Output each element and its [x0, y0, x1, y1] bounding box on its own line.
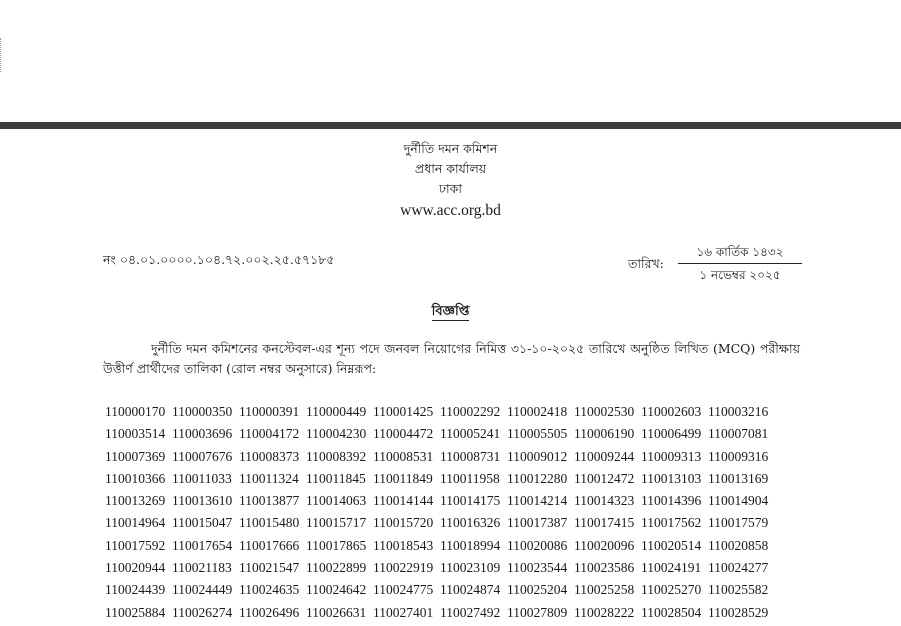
roll-number: 110008373 [239, 448, 300, 464]
roll-number: 110017387 [507, 515, 568, 531]
roll-number: 110025884 [105, 604, 166, 620]
roll-number: 110028222 [574, 604, 635, 620]
roll-number: 110022899 [306, 560, 367, 576]
roll-number: 110014063 [306, 493, 367, 509]
roll-number: 110025204 [507, 582, 568, 598]
roll-number: 110017579 [708, 515, 769, 531]
roll-number: 110015720 [373, 515, 434, 531]
roll-number: 110014964 [105, 515, 166, 531]
roll-number: 110026274 [172, 604, 233, 620]
roll-number: 110014323 [574, 493, 635, 509]
roll-number: 110013610 [172, 493, 233, 509]
roll-number: 110004230 [306, 426, 367, 442]
roll-number: 110017666 [239, 537, 300, 553]
roll-number: 110014396 [641, 493, 702, 509]
roll-number: 110023586 [574, 560, 635, 576]
roll-number: 110015047 [172, 515, 233, 531]
roll-number: 110009313 [641, 448, 702, 464]
roll-number: 110027401 [373, 604, 434, 620]
roll-number: 110008392 [306, 448, 367, 464]
org-office: প্রধান কার্যালয় [414, 161, 487, 176]
roll-number: 110013169 [708, 470, 769, 486]
roll-number: 110020086 [507, 537, 568, 553]
roll-number: 110020514 [641, 537, 702, 553]
roll-number: 110026631 [306, 604, 367, 620]
roll-number: 110023109 [440, 560, 501, 576]
roll-number: 110002292 [440, 404, 501, 419]
roll-number: 110003514 [105, 426, 166, 442]
roll-number: 110005505 [507, 426, 568, 442]
notice-body: দুর্নীতি দমন কমিশনের কনস্টেবল-এর শূন্য পদে জনবল নিয়োগের নিমিত্ত ৩১-১০-২০২৫ তারিখে অনুষ্ঠিত লিখিত (MCQ) পরীক্ষায় উত্তীর্ণ প্রার্থীদের তালিকা (রোল নম্বর অনুসারে) নিম্নরূপ: [103, 341, 800, 376]
roll-number: 110009244 [574, 448, 635, 464]
roll-number: 110016326 [440, 515, 501, 531]
roll-number: 110027492 [440, 604, 501, 620]
roll-number: 110007081 [708, 426, 769, 442]
roll-number: 110014214 [507, 493, 568, 509]
roll-number: 110001425 [373, 404, 434, 419]
roll-number: 110006190 [574, 426, 635, 442]
roll-number: 110002530 [574, 404, 635, 419]
roll-number: 110009012 [507, 448, 568, 464]
roll-number: 110017562 [641, 515, 702, 531]
roll-number: 110013103 [641, 470, 702, 486]
org-website: www.acc.org.bd [400, 202, 501, 219]
roll-number: 110025258 [574, 582, 635, 598]
roll-number: 110017654 [172, 537, 233, 553]
roll-number: 110000170 [105, 404, 166, 419]
roll-number: 110014904 [708, 493, 769, 509]
roll-number: 110009316 [708, 448, 769, 464]
roll-number: 110011849 [373, 470, 433, 486]
roll-number: 110022919 [373, 560, 434, 576]
notice-title-text: বিজ্ঞপ্তি [431, 304, 470, 319]
roll-number: 110002418 [507, 404, 568, 419]
roll-number: 110017592 [105, 537, 166, 553]
roll-number: 110017415 [574, 515, 635, 531]
header-bar [0, 122, 901, 129]
roll-number: 110021547 [239, 560, 300, 576]
roll-number: 110007676 [172, 448, 233, 464]
date-bangla: ১৬ কার্তিক ১৪৩২ [678, 244, 802, 264]
roll-number: 110026496 [239, 604, 300, 620]
date-gregorian: ১ নভেম্বর ২০২৫ [699, 268, 781, 282]
roll-number: 110006499 [641, 426, 702, 442]
notice-title [0, 304, 901, 320]
roll-number: 110005241 [440, 426, 501, 442]
edge-mark [0, 38, 3, 72]
roll-number: 110003696 [172, 426, 233, 442]
date-label: তারিখ: [628, 256, 664, 271]
roll-number: 110002603 [641, 404, 702, 419]
roll-number: 110010366 [105, 470, 166, 486]
roll-number: 110025270 [641, 582, 702, 598]
roll-number-list [105, 401, 775, 624]
roll-number: 110011033 [172, 470, 232, 486]
roll-number: 110011324 [239, 470, 299, 486]
roll-number: 110008531 [373, 448, 434, 464]
roll-number: 110004472 [373, 426, 434, 442]
document-page [0, 129, 901, 626]
roll-number: 110024874 [440, 582, 501, 598]
roll-number: 110024642 [306, 582, 367, 598]
roll-number: 110012280 [507, 470, 568, 486]
org-city: ঢাকা [438, 181, 463, 196]
roll-number: 110024439 [105, 582, 166, 598]
roll-number: 110020096 [574, 537, 635, 553]
roll-number: 110028529 [708, 604, 769, 620]
roll-number: 110012472 [574, 470, 635, 486]
roll-number: 110015480 [239, 515, 300, 531]
roll-number: 110018543 [373, 537, 434, 553]
roll-number: 110018994 [440, 537, 501, 553]
roll-number: 110025582 [708, 582, 769, 598]
roll-number: 110020944 [105, 560, 166, 576]
roll-number: 110003216 [708, 404, 769, 419]
roll-number: 110014144 [373, 493, 434, 509]
roll-number: 110013877 [239, 493, 300, 509]
roll-number: 110008731 [440, 448, 501, 464]
roll-number: 110014175 [440, 493, 501, 509]
roll-number: 110007369 [105, 448, 166, 464]
roll-number: 110015717 [306, 515, 367, 531]
date-block [678, 244, 802, 283]
roll-number: 110023544 [507, 560, 568, 576]
roll-number: 110028504 [641, 604, 702, 620]
roll-number: 110000391 [239, 404, 300, 419]
roll-number: 110024191 [641, 560, 702, 576]
roll-number: 110027809 [507, 604, 568, 620]
roll-number: 110013269 [105, 493, 166, 509]
roll-number: 110017865 [306, 537, 367, 553]
roll-number: 110024449 [172, 582, 233, 598]
roll-number: 110024635 [239, 582, 300, 598]
roll-number: 110000449 [306, 404, 367, 419]
roll-number: 110020858 [708, 537, 769, 553]
roll-number: 110004172 [239, 426, 300, 442]
roll-number: 110011845 [306, 470, 366, 486]
roll-number: 110024277 [708, 560, 769, 576]
roll-number: 110011958 [440, 470, 500, 486]
org-name: দুর্নীতি দমন কমিশন [403, 141, 498, 156]
roll-number: 110021183 [172, 560, 232, 576]
memo-number: নং ০৪.০১.০০০০.১০৪.৭২.০০২.২৫.৫৭১৮৫ [103, 252, 335, 267]
roll-number: 110000350 [172, 404, 233, 419]
roll-number: 110024775 [373, 582, 434, 598]
